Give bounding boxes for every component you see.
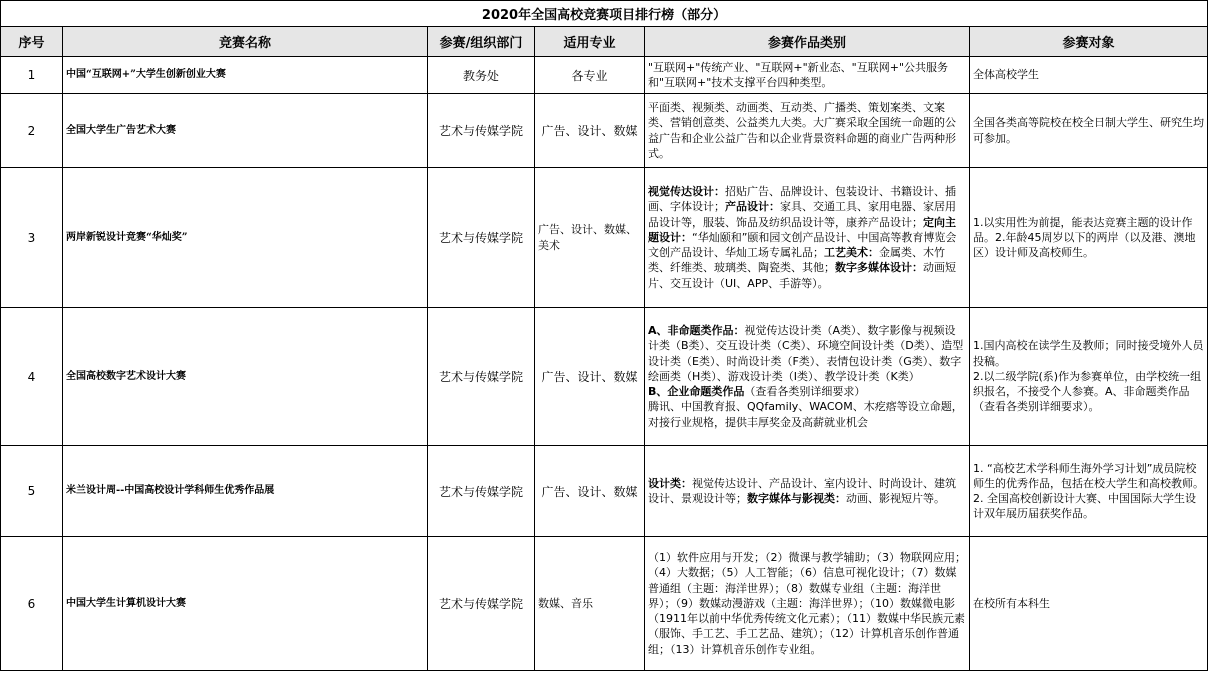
works-text: （1）软件应用与开发；（2）微课与教学辅助；（3）物联网应用；（4）大数据；（5）人工智能；（6）信息可视化设计；（7）数媒普通组（主题：海洋世界）；（8）数媒专业组（主题：海洋世界）；（9）数媒动漫游戏（主题：海洋世界）；（10）数媒微电影（1911年以前中华优秀传统文化元素）；（11）数媒中华民族元素（服饰、手工艺、手工艺品、建筑）；（12）计算机音乐创作普通组；（13）计算机音乐创作专业组。 [648,551,966,656]
works-label: 产品设计： [725,200,780,214]
cell-works[interactable] [645,446,970,537]
works-text: 平面类、视频类、动画类、互动类、广播类、策划案类、文案类、营销创意类、公益类九大类。大广赛采取全国统一命题的公益广告和企业公益广告和以企业背景资料命题的商业广告两种形式。 [648,101,956,160]
works-text: （查看各类别详细要求） [744,385,866,399]
works-text: "互联网+"传统产业、"互联网+"新业态、"互联网+"公共服务和"互联网+"技术支撑平台四种类型。 [648,60,949,89]
works-label: B、企业命题类作品 [648,385,745,399]
target-text: 全体高校学生 [973,68,1039,82]
works-text: 动画、影视短片等。 [846,492,945,505]
cell-no[interactable]: 6 [1,537,63,671]
cell-no[interactable]: 4 [1,308,63,446]
cell-works[interactable] [645,168,970,308]
cell-major[interactable]: 各专业 [535,57,645,94]
table-row [1,57,1208,94]
target-text: 在校所有本科生 [973,596,1050,610]
target-text: 1.以实用性为前提，能表达竞赛主题的设计作品。2.年龄45周岁以下的两岸（以及港、澳地区）设计师及高校师生。 [973,215,1196,260]
header-no[interactable]: 序号 [1,27,63,57]
cell-target[interactable] [970,168,1208,308]
cell-name[interactable]: 中国大学生计算机设计大赛 [63,537,428,671]
cell-dept[interactable]: 艺术与传媒学院 [428,168,535,308]
works-label: 数字多媒体设计： [835,261,923,275]
cell-no[interactable]: 2 [1,94,63,168]
cell-dept[interactable]: 艺术与传媒学院 [428,308,535,446]
cell-target[interactable] [970,446,1208,537]
works-para-a [648,323,966,384]
cell-major[interactable]: 广告、设计、数媒、美术 [535,168,645,308]
works-text: 动画短片、交互设计（UI、APP、手游等）。 [648,261,956,290]
cell-dept[interactable]: 艺术与传媒学院 [428,94,535,168]
header-row [1,27,1208,57]
works-label: 定向主题设计： [648,215,956,244]
table-row [1,308,1208,446]
works-label: A、非命题类作品： [648,324,745,338]
works-text: “华灿颐和”颐和园文创产品设计、中国高等教育博览会文创产品设计、华灿工场专属礼品； [648,230,957,260]
table-row [1,94,1208,168]
cell-name[interactable]: 中国“互联网+”大学生创新创业大赛 [63,57,428,94]
header-dept[interactable]: 参赛/组织部门 [428,27,535,57]
cell-name[interactable]: 两岸新锐设计竞赛“华灿奖” [63,168,428,308]
cell-target[interactable] [970,308,1208,446]
works-text: 视觉传达设计类（A类）、数字影像与视频设计类（B类）、交互设计类（C类）、环境空间设计类（D类）、造型设计类（E类）、时尚设计类（F类）、表情包设计类（G类）、数字绘画类（H类）、游戏设计类（I类）、教学设计类（K类） [648,324,964,383]
cell-target[interactable] [970,57,1208,94]
cell-dept[interactable]: 艺术与传媒学院 [428,446,535,537]
cell-no[interactable]: 1 [1,57,63,94]
works-text: 腾讯、中国教育报、QQfamily、WACOM、木疙瘩等设立命题，对接行业规格，提供丰厚奖金及高薪就业机会 [648,400,963,429]
table-row [1,446,1208,537]
target-text: 2.以二级学院(系)作为参赛单位，由学校统一组织报名，不接受个人参赛。A、非命题类作品（查看各类别详细要求）。 [973,369,1202,414]
cell-dept[interactable]: 教务处 [428,57,535,94]
cell-name[interactable]: 米兰设计周--中国高校设计学科师生优秀作品展 [63,446,428,537]
header-target[interactable]: 参赛对象 [970,27,1208,57]
target-text: 1.国内高校在读学生及教师；同时接受境外人员投稿。 [973,339,1204,368]
cell-major[interactable]: 广告、设计、数媒 [535,446,645,537]
works-label: 设计类： [648,476,692,490]
cell-name[interactable]: 全国高校数字艺术设计大赛 [63,308,428,446]
target-text: 2. 全国高校创新设计大赛、中国国际大学生设计双年展历届获奖作品。 [973,492,1196,521]
table-title: 2020年全国高校竞赛项目排行榜（部分） [1,1,1208,27]
cell-works[interactable] [645,57,970,94]
cell-target[interactable] [970,94,1208,168]
cell-major[interactable]: 广告、设计、数媒 [535,94,645,168]
cell-major[interactable]: 数媒、音乐 [535,537,645,671]
works-text: 家具、交通工具、家用电器、家居用品设计等，服装、饰品及纺织品设计等，康养产品设计； [648,200,956,229]
table-row [1,168,1208,308]
works-label: 视觉传达设计： [648,185,725,199]
works-label: 工艺美术： [824,246,879,260]
header-major[interactable]: 适用专业 [535,27,645,57]
cell-name[interactable]: 全国大学生广告艺术大赛 [63,94,428,168]
table-row [1,537,1208,671]
cell-no[interactable]: 5 [1,446,63,537]
cell-major[interactable]: 广告、设计、数媒 [535,308,645,446]
works-text: 金属类、木竹类、纤维类、玻璃类、陶瓷类、其他； [648,246,945,275]
cell-dept[interactable]: 艺术与传媒学院 [428,537,535,671]
header-name[interactable]: 竞赛名称 [63,27,428,57]
works-text: 视觉传达设计、产品设计、室内设计、时尚设计、建筑设计、景观设计等； [648,476,956,505]
cell-target[interactable] [970,537,1208,671]
works-label: 数字媒体与影视类： [747,492,846,505]
target-text: 1. “高校艺术学科师生海外学习计划”成员院校师生的优秀作品，包括在校大学生和高校教师。 [973,461,1204,490]
cell-works[interactable] [645,94,970,168]
header-works[interactable]: 参赛作品类别 [645,27,970,57]
cell-works[interactable] [645,537,970,671]
works-text: 招贴广告、品牌设计、包装设计、书籍设计、插画、字体设计； [648,185,956,214]
cell-works[interactable] [645,308,970,446]
cell-no[interactable]: 3 [1,168,63,308]
target-text: 全国各类高等院校在校全日制大学生、研究生均可参加。 [973,116,1204,145]
works-para-b [648,384,966,399]
